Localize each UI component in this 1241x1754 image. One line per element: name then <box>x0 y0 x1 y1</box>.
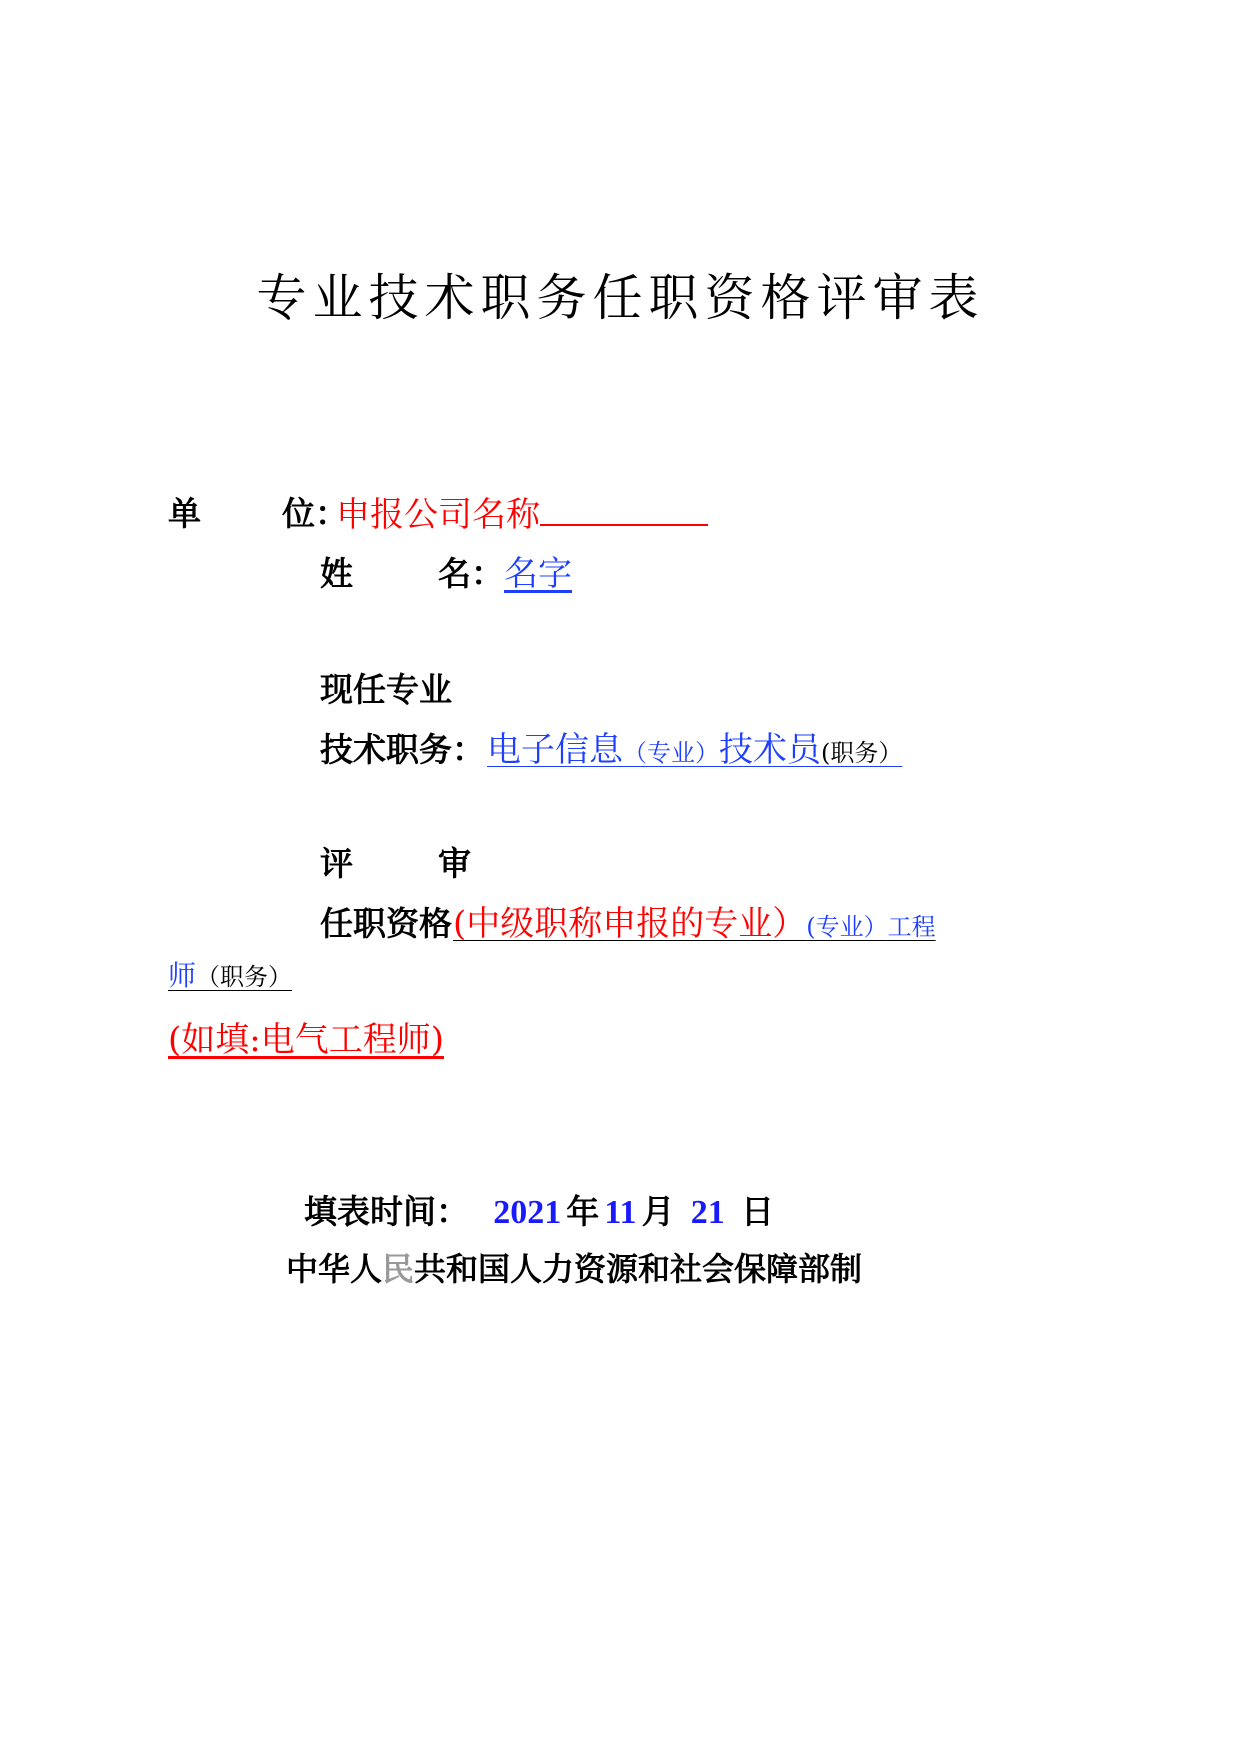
fill-date-year-unit: 年 <box>566 1192 600 1231</box>
document-title: 专业技术职务任职资格评审表 <box>256 269 985 327</box>
review-field-line3[interactable] <box>168 954 292 994</box>
name-label-char-1: 姓 <box>320 554 353 593</box>
current-post-major-paren: （专业） <box>623 739 719 767</box>
review-label-line2: 任职资格 <box>320 904 452 943</box>
issuer-footer-part3: 共和国人力资源和社会保障部制 <box>414 1250 863 1288</box>
issuer-footer-part2: 民 <box>382 1250 415 1288</box>
review-example-note: (如填:电气工程师) <box>168 1020 444 1060</box>
review-label-char-1: 评 <box>320 844 353 883</box>
name-label <box>320 548 504 595</box>
fill-date-day[interactable]: 21 <box>690 1194 725 1231</box>
issuer-footer-part1: 中华人 <box>286 1250 383 1288</box>
unit-label <box>168 488 348 535</box>
current-post-title: 技术员 <box>719 730 821 770</box>
fill-date-year[interactable]: 2021 <box>493 1194 562 1231</box>
name-value[interactable]: 名字 <box>504 554 572 594</box>
unit-label-char-1: 单 <box>168 494 201 533</box>
review-major-paren: (专业） <box>806 913 888 941</box>
current-post-major: 电子信息 <box>487 730 623 770</box>
review-title-tail: 工程 <box>887 913 936 941</box>
current-post-label-line2: 技术职务： <box>320 730 485 769</box>
fill-date-day-unit: 日 <box>740 1192 774 1231</box>
review-label-line1 <box>320 838 471 885</box>
unit-value: 申报公司名称 <box>336 495 540 535</box>
fill-date-label: 填表时间： <box>304 1192 469 1231</box>
current-post-label-line1: 现任专业 <box>320 670 452 709</box>
name-label-char-2: 名： <box>438 554 504 593</box>
current-post-suffix: (职务） <box>821 739 903 767</box>
unit-label-char-2: 位： <box>282 494 348 533</box>
current-post-field[interactable] <box>487 722 902 771</box>
review-label-char-2: 审 <box>438 844 471 883</box>
review-field[interactable] <box>453 896 936 945</box>
unit-field[interactable] <box>336 487 708 536</box>
fill-date-month-unit: 月 <box>641 1192 675 1231</box>
fill-date <box>304 1186 774 1233</box>
unit-underline <box>540 523 708 526</box>
review-title-suffix: （职务） <box>196 963 293 991</box>
review-major-value: (中级职称申报的专业） <box>453 904 807 944</box>
fill-date-month[interactable]: 11 <box>604 1194 637 1231</box>
issuer-footer <box>286 1244 862 1290</box>
review-title-end: 师 <box>168 959 197 992</box>
